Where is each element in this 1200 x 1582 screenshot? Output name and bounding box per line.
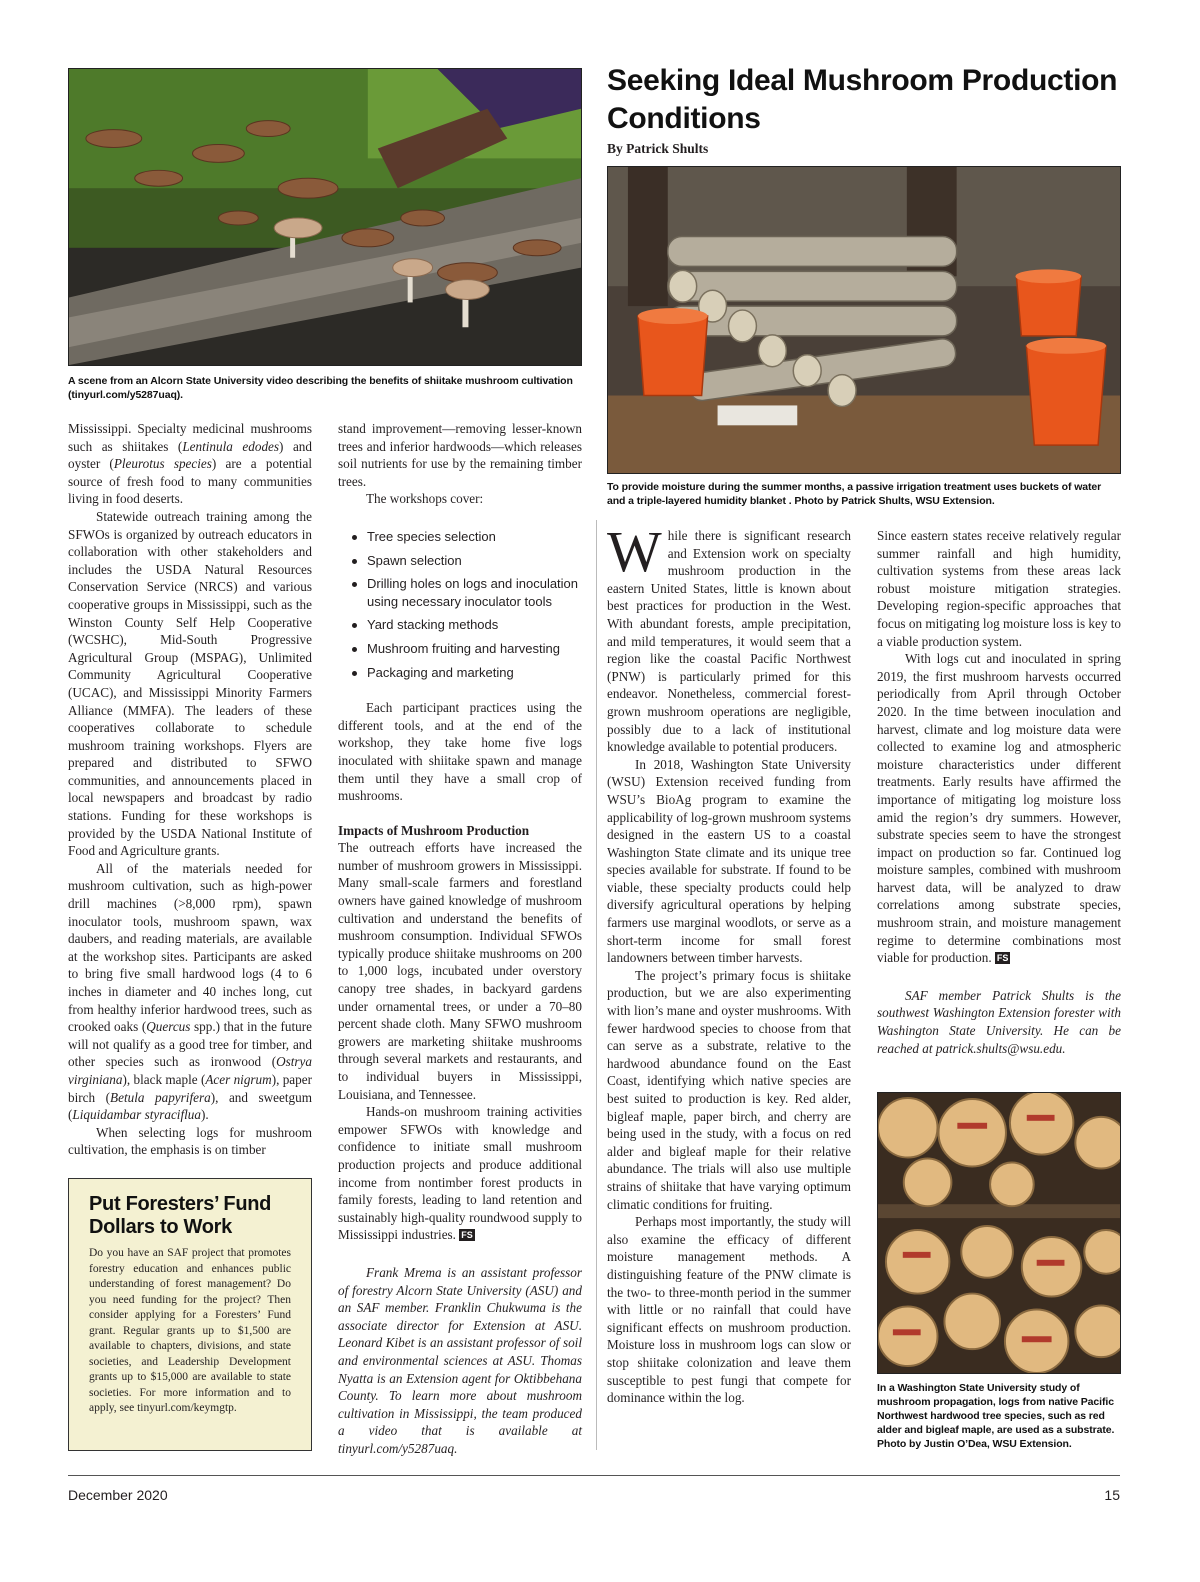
col2-paragraph-5: Hands-on mushroom training activities empower SFWOs with knowledge and confidence to initiate small mushroom production projects and produce additional income from nontimber forest products in family forests, leading to land retention and sustainably high-quality roundwood supply to Mississippi industries. FS [338,1104,582,1243]
shiitake-log-photo [68,68,582,366]
article2-column-2 [877,527,1121,1057]
col2-paragraph-1: stand improvement—removing lesser-known trees and inferior hardwoods—which releases soil nutrients for use by the remaining timber trees. [338,421,582,489]
drop-cap: W [607,519,662,584]
photo3-caption: In a Washington State University study of mushroom propagation, logs from native Pacific Northwest hardwood tree species, such as red alder and bigleaf maple, are used as a substrate. Photo by Justin O’Dea, WSU Extension. [877,1382,1115,1450]
list-item: Packaging and marketing [350,664,582,682]
column-divider [596,520,597,1450]
col2-paragraph-3: Each participant practices using the different tools, and at the end of the workshop, they take home five logs inoculated with shiitake spawn and manage them until they have a small crop of mushrooms. [338,700,582,804]
fs-badge: FS [461,1230,473,1241]
photo1-caption: A scene from an Alcorn State University video describing the benefits of shiitake mushroom cultivation (tinyurl.com/y5287uaq). [68,375,573,401]
log-ends-photo [877,1092,1121,1374]
list-item: Drilling holes on logs and inoculation using necessary inoculator tools [350,575,582,610]
list-item: Tree species selection [350,528,582,546]
list-item: Yard stacking methods [350,616,582,634]
col2-paragraph-4: The outreach efforts have increased the number of mushroom growers in Mississippi. Many small-scale farmers and forestland owners have gained knowledge of mushroom cultivation and understand the benefits of mushroom consumption. Individual SFWOs typically produce shiitake mushrooms on 200 to 1,000 logs, incubated under overstory canopy tree shades, in backyard gardens under ornamental trees, or under a 70–80 percent shade cloth. Many SFWO mushroom growers are marketing shiitake mushrooms through several markets and restaurants, and to individual buyers in Mississippi, Louisiana, and Tennessee. [338,840,582,1102]
col4-paragraph-1: Since eastern states receive relatively regular summer rainfall and high humidity, cultivation systems from these areas lack robust moisture mitigation strategies. Developing region-specific approaches that focus on mitigating log moisture loss is key to a viable production system. [877,528,1121,649]
col1-paragraph-4: When selecting logs for mushroom cultivation, the emphasis is on timber [68,1124,312,1158]
workshop-topics-list [350,528,582,681]
author-bio-1: Frank Mrema is an assistant professor of forestry Alcorn State University (ASU) and an SAF member. Franklin Chukwuma is the associate director for Extension at ASU. Leonard Kibet is an assistant professor of soil and environmental sciences at ASU. Thomas Nyatta is an Extension agent for Oktibbehana County. To learn more about mushroom cultivation in Mississippi, the team produced a video that is available at tinyurl.com/y5287uaq. [338,1264,582,1456]
byline: By Patrick Shults [607,141,709,156]
photo2-caption: To provide moisture during the summer months, a passive irrigation treatment uses buckets of water and a triple-layered humidity blanket . Photo by Patrick Shults, WSU Extension. [607,481,1102,507]
sidebar-body: Do you have an SAF project that promotes forestry education and enhances public understanding of forest management? Do you need funding for the project? Then consider applying for a Foresters’ Fund grant. Regular grants up to $1,500 are available to chapters, divisions, and state societies, and Leadership Development grants up to $15,000 are available to state societies. For more information and to apply, see tinyurl.com/keymgtp. [89,1247,291,1414]
issue-date: December 2020 [68,1487,168,1503]
col2-paragraph-2: The workshops cover: [366,491,484,507]
page-number: 15 [1104,1487,1120,1503]
sidebar-title: Put Foresters’ Fund Dollars to Work [89,1193,272,1238]
fs-badge: FS [996,953,1009,964]
author-bio-2: SAF member Patrick Shults is the southwest Washington Extension forester with Washington State University. He can be reached at patrick.shults@wsu.edu. [877,987,1121,1056]
article1-column-2 [338,420,582,1457]
col1-paragraph-2: Statewide outreach training among the SFWOs is organized by outreach educators in collaboration with other stakeholders and includes the USDA Natural Resources Conservation Service (NRCS) and various cooperative groups in Mississippi, such as the Winston County Self Help Cooperative (WCSHC), Mid-South Progressive Agricultural Group (MSPAG), Unlimited Community Agricultural Cooperative (UCAC), and Mississippi Minority Farmers Alliance (MMFA). The leaders of these cooperatives collaborate to schedule mushroom training workshops. Flyers are prepared and distributed to SFWO communities, and announcements placed in local newspapers and broadcast by radio stations. Funding for these workshops is provided by the USDA National Institute of Food and Agriculture grants. [68,508,312,859]
col3-paragraph-1: While there is significant research and Extension work on specialty mushroom production in the eastern United States, little is known about best practices for production in the West. With abundant forests, ample precipitation, and mild temperatures, it would seem that a region like the coastal Pacific Northwest (PNW) is particularly primed for this endeavor. Nonetheless, commercial forest-grown mushroom operations are negligible, possibly due to a lack of institutional knowledge available to potential producers. [607,519,851,755]
col1-paragraph-1: Mississippi. Specialty medicinal mushrooms such as shiitakes (Lentinula edodes) and oyster (Pleurotus species) are a potential source of fresh food to many communities living in food deserts. [68,421,312,507]
footer-rule [68,1475,1120,1476]
col3-paragraph-2: In 2018, Washington State University (WSU) Extension received funding from WSU’s BioAg program to examine the applicability of log-grown mushroom systems designed in the eastern US to a coastal Washington State climate and its unique tree species available for substrate. If found to be viable, these specialty products could help diversify agricultural operations by helping farmers use marginal woodlots, or serve as a short-term income for small forest landowners between timber harvests. [607,756,851,966]
list-item: Mushroom fruiting and harvesting [350,640,582,658]
foresters-fund-sidebar [68,1178,312,1451]
col3-paragraph-4: Perhaps most importantly, the study will also examine the efficacy of different moisture management methods. A distinguishing feature of the PNW climate is the two- to three-month period in the summer with little or no rainfall that could have significant effects on mushroom production. Moisture loss in mushroom logs can slow or stop shiitake colonization and leave them susceptible to pest fungi that compete for dominance within the log. [607,1214,851,1406]
col4-paragraph-2: With logs cut and inoculated in spring 2019, the first mushroom harvests occurred periodically from April through October 2020. In the time between inoculation and harvest, climate and log moisture data were collected to examine log and atmospheric moisture characteristics under different treatments. Early results have affirmed the importance of mitigating log moisture loss amid the region’s dry summers. However, substrate species seem to have the strongest impact on production so far. Continued log moisture samples, combined with mushroom harvest data, will be analyzed to draw correlations among substrate species, mushroom strain, and moisture management regime to determine combinations most viable for production. FS [877,651,1121,966]
list-item: Spawn selection [350,552,582,570]
article1-column-1 [68,420,312,1159]
log-stack-photo [607,166,1121,474]
article2-column-1 [607,519,851,1407]
col1-paragraph-3: All of the materials needed for mushroom cultivation, such as high-power drill machines (>8,000 rpm), spawn inoculator tools, mushroom spawn, wax daubers, and reading materials, are available at the workshop sites. Participants are asked to bring five small hardwood logs (4 to 6 inches in diameter and 40 inches long, cut from healthy inferior hardwood trees, such as crooked oaks (Quercus spp.) that in the future will not qualify as a good tree for timber, and other species such as ironwood (Ostrya virginiana), black maple (Acer nigrum), paper birch (Betula papyrifera), and sweetgum (Liquidambar styraciflua). [68,860,312,1123]
article-title: Seeking Ideal Mushroom Production Conditions [607,64,1118,135]
col3-paragraph-3: The project’s primary focus is shiitake production, but we are also experimenting with lion’s mane and oyster mushrooms. With fewer hardwood species to choose from that can serve as a substrate, relative to the hardwood abundance found on the East Coast, identifying which native species are best suited to production is key. Red alder, bigleaf maple, paper birch, and cherry are being used in the study, with a focus on red alder and bigleaf maple for their relative abundance. The trials will also use multiple strains of shiitake that have varying optimum climatic conditions for fruiting. [607,967,851,1212]
section-heading: Impacts of Mushroom Production [338,822,530,838]
